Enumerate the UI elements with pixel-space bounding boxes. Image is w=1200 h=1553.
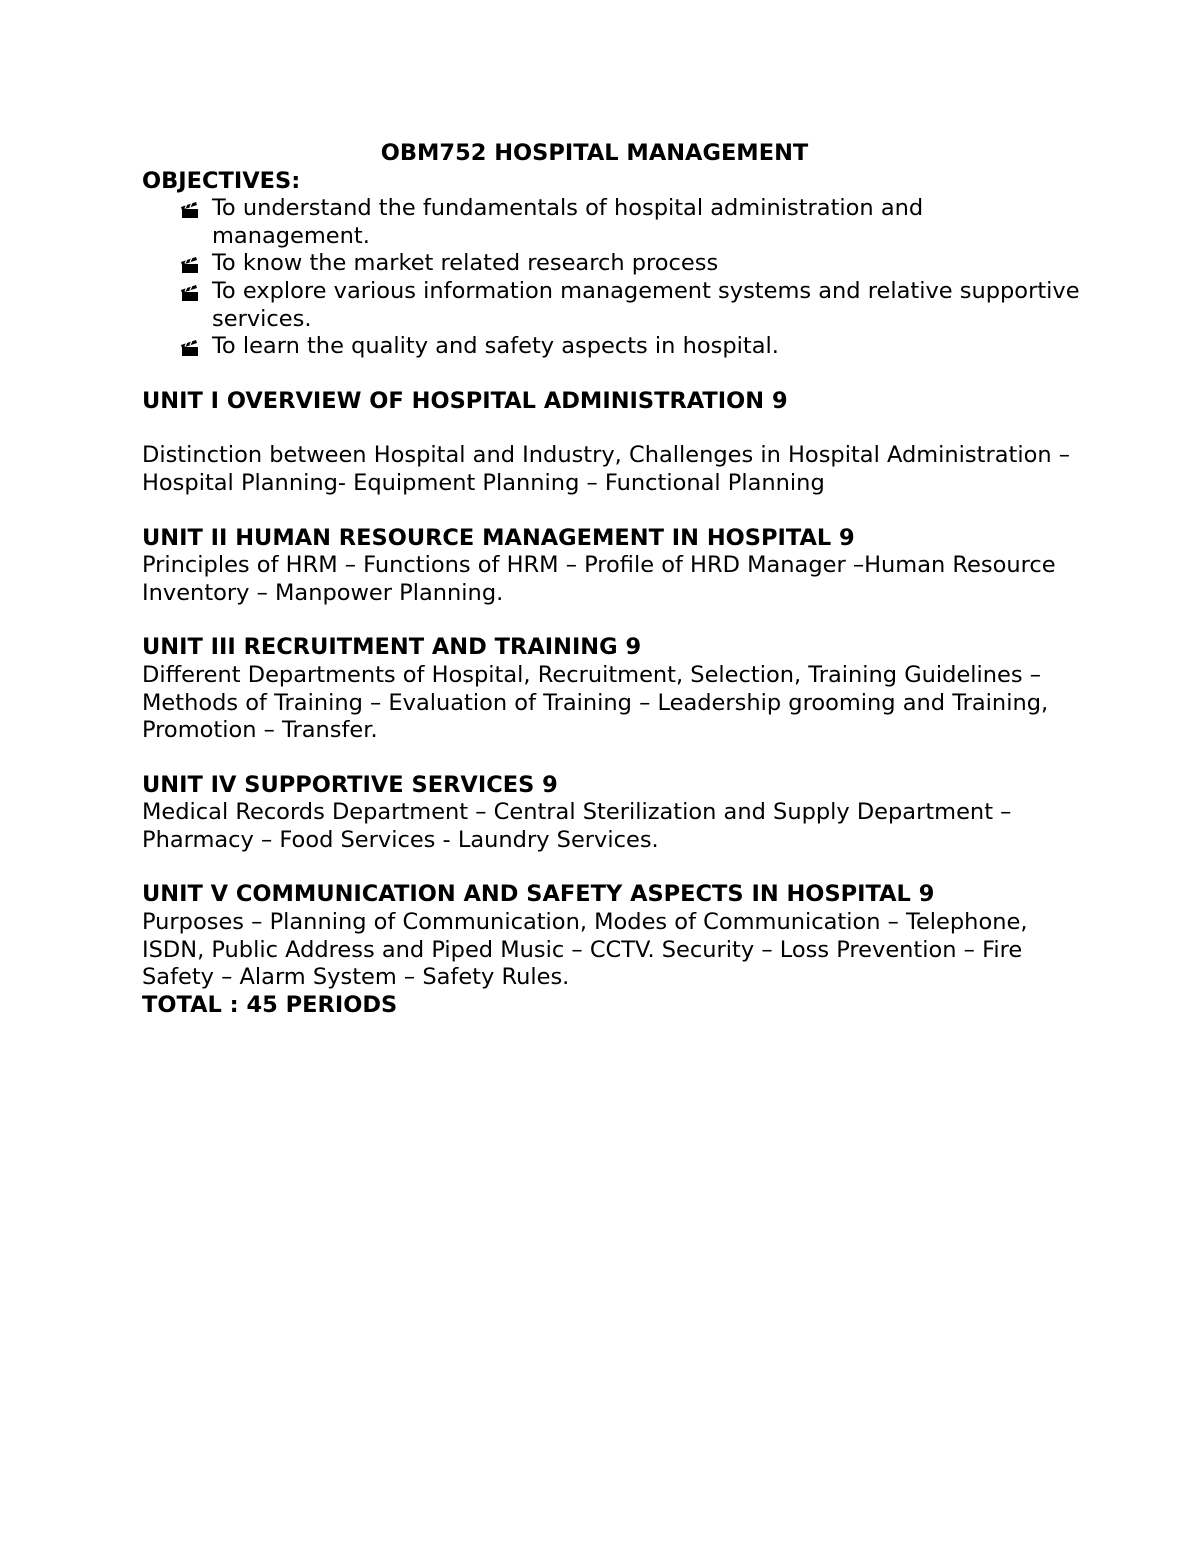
clapperboard-bullet-icon <box>180 339 200 357</box>
objectives-list <box>142 195 1082 361</box>
objective-item <box>142 195 1082 250</box>
objective-text: To understand the fundamentals of hospital administration and management. <box>212 195 924 249</box>
document-page <box>142 140 1082 1019</box>
spacer <box>142 854 1082 881</box>
spacer <box>142 607 1082 634</box>
clapperboard-bullet-icon <box>180 284 200 302</box>
objectives-label: OBJECTIVES: <box>142 167 301 194</box>
spacer <box>142 361 1082 388</box>
unit-1-body: Distinction between Hospital and Industry, Challenges in Hospital Administration – Hospital Planning- Equipment Planning – Functional Planning <box>142 442 1071 496</box>
unit-2-body: Principles of HRM – Functions of HRM – Profile of HRD Manager –Human Resource Inventory – Manpower Planning. <box>142 552 1056 606</box>
unit-3-heading: UNIT III RECRUITMENT AND TRAINING 9 <box>142 634 642 661</box>
objective-item <box>142 333 1082 361</box>
unit-1-heading: UNIT I OVERVIEW OF HOSPITAL ADMINISTRATION 9 <box>142 387 788 414</box>
objective-item <box>142 278 1082 333</box>
unit-5-body: Purposes – Planning of Communication, Modes of Communication – Telephone, ISDN, Public Address and Piped Music – CCTV. Security – Loss Prevention – Fire Safety – Alarm System – Safety Rules. <box>142 909 1028 991</box>
spacer <box>142 415 1082 442</box>
document-title: OBM752 HOSPITAL MANAGEMENT <box>380 140 809 166</box>
unit-3-body: Different Departments of Hospital, Recruitment, Selection, Training Guidelines – Methods of Training – Evaluation of Training – Leadership grooming and Training, Promotion – Transfer. <box>142 661 1049 744</box>
clapperboard-bullet-icon <box>180 256 200 274</box>
objective-text: To explore various information management systems and relative supportive services. <box>212 277 1080 332</box>
unit-4-heading: UNIT IV SUPPORTIVE SERVICES 9 <box>142 771 558 798</box>
objective-text: To learn the quality and safety aspects in hospital. <box>212 333 779 360</box>
clapperboard-bullet-icon <box>180 201 200 219</box>
spacer <box>142 498 1082 525</box>
objective-text: To know the market related research process <box>212 250 719 277</box>
spacer <box>142 745 1082 772</box>
total-periods: TOTAL : 45 PERIODS <box>142 991 398 1018</box>
unit-4-body: Medical Records Department – Central Sterilization and Supply Department – Pharmacy – Food Services - Laundry Services. <box>142 799 1012 853</box>
objective-item <box>142 250 1082 278</box>
unit-2-heading: UNIT II HUMAN RESOURCE MANAGEMENT IN HOSPITAL 9 <box>142 524 855 551</box>
unit-5-heading: UNIT V COMMUNICATION AND SAFETY ASPECTS IN HOSPITAL 9 <box>142 881 935 908</box>
